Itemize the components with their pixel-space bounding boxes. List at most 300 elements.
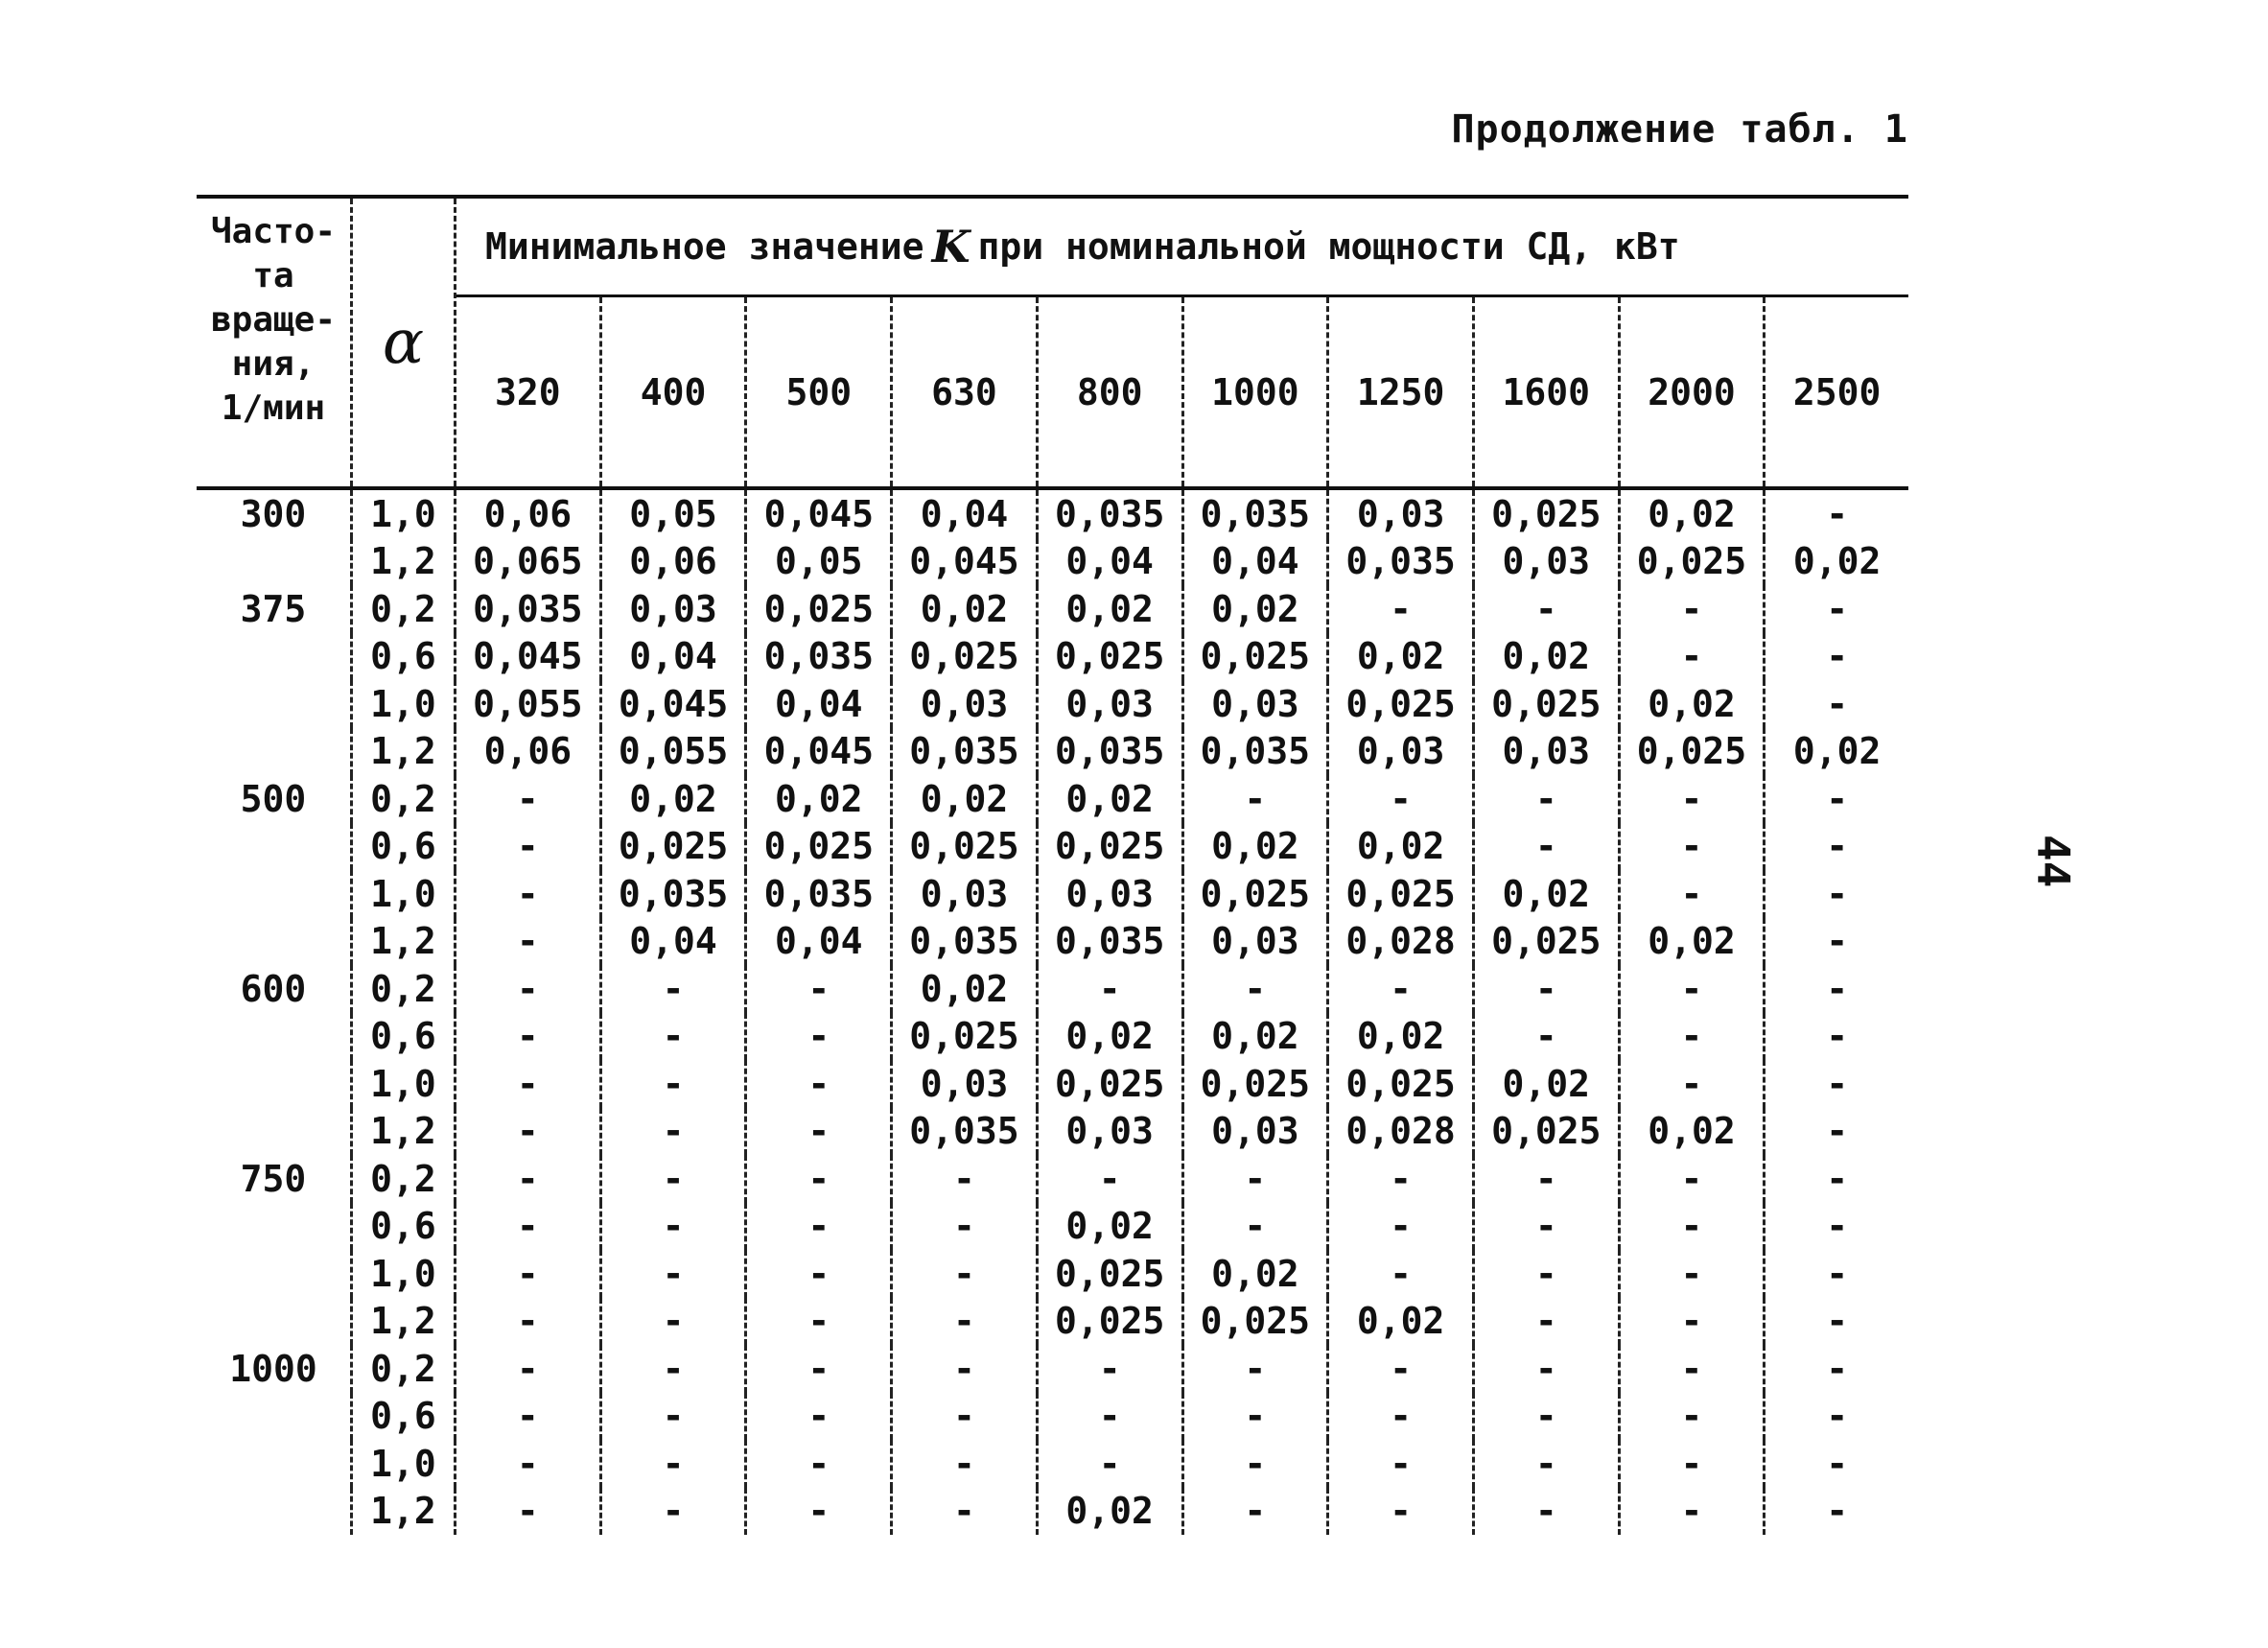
cell-value: -	[1326, 1155, 1472, 1203]
cell-value: 0,02	[1763, 728, 1908, 776]
cell-value: -	[1763, 918, 1908, 966]
cell-value: 0,03	[1036, 870, 1181, 918]
cell-value: -	[454, 1203, 599, 1251]
cell-alpha: 0,6	[350, 1203, 454, 1251]
cell-value: -	[744, 1440, 890, 1488]
table-row	[197, 1203, 1908, 1251]
cell-value: -	[454, 1345, 599, 1393]
table-continuation-label: Продолжение табл. 1	[1451, 107, 1908, 152]
table-row	[197, 538, 1908, 586]
table-row	[197, 633, 1908, 681]
cell-value: 0,02	[1472, 633, 1618, 681]
cell-alpha: 0,6	[350, 1393, 454, 1441]
cell-value: 0,02	[1181, 1013, 1327, 1061]
cell-value: -	[454, 965, 599, 1013]
cell-value: -	[1326, 585, 1472, 633]
cell-value: -	[1472, 965, 1618, 1013]
table-row	[197, 585, 1908, 633]
cell-value: -	[599, 1440, 745, 1488]
cell-value: 0,02	[1618, 1108, 1764, 1156]
cell-frequency	[197, 1440, 350, 1488]
cell-value: -	[890, 1298, 1036, 1346]
cell-value: 0,025	[1472, 490, 1618, 538]
cell-value: -	[1472, 585, 1618, 633]
cell-value: 0,025	[744, 823, 890, 871]
cell-value: -	[454, 1060, 599, 1108]
cell-value: -	[1618, 823, 1764, 871]
cell-value: -	[1472, 1393, 1618, 1441]
cell-alpha: 1,2	[350, 1488, 454, 1536]
cell-value: -	[744, 1345, 890, 1393]
cell-alpha: 0,2	[350, 1155, 454, 1203]
cell-value: -	[454, 1488, 599, 1536]
cell-value: -	[890, 1488, 1036, 1536]
cell-value: -	[744, 1250, 890, 1298]
cell-value: -	[1472, 775, 1618, 823]
page-number: 44	[2027, 835, 2079, 888]
cell-value: -	[1181, 1393, 1327, 1441]
cell-value: 0,02	[1036, 585, 1181, 633]
cell-value: -	[744, 1155, 890, 1203]
cell-alpha: 0,2	[350, 585, 454, 633]
header-power-title	[456, 199, 1908, 294]
cell-value: 0,02	[1618, 490, 1764, 538]
cell-value: -	[1472, 1013, 1618, 1061]
table-row	[197, 918, 1908, 966]
cell-value: -	[454, 775, 599, 823]
cell-value: -	[890, 1155, 1036, 1203]
cell-alpha: 0,6	[350, 823, 454, 871]
cell-value: -	[1618, 1250, 1764, 1298]
cell-value: 0,04	[890, 490, 1036, 538]
cell-value: 0,05	[744, 538, 890, 586]
cell-value: 0,025	[744, 585, 890, 633]
cell-value: -	[1618, 1203, 1764, 1251]
cell-value: 0,02	[1036, 775, 1181, 823]
cell-value: -	[1472, 1440, 1618, 1488]
cell-value: 0,04	[1036, 538, 1181, 586]
cell-frequency	[197, 1060, 350, 1108]
cell-value: -	[1763, 1345, 1908, 1393]
header-power-column: 1600	[1472, 297, 1618, 486]
cell-frequency: 500	[240, 777, 307, 820]
cell-value: 0,05	[599, 490, 745, 538]
cell-value: -	[1181, 1440, 1327, 1488]
cell-value: -	[1763, 1155, 1908, 1203]
cell-value: -	[744, 1060, 890, 1108]
cell-value: -	[1763, 1060, 1908, 1108]
cell-alpha: 0,2	[350, 1345, 454, 1393]
cell-value: -	[1472, 1345, 1618, 1393]
table-row	[197, 823, 1908, 871]
cell-value: -	[1618, 585, 1764, 633]
cell-value: -	[1763, 680, 1908, 728]
cell-value: 0,065	[454, 538, 599, 586]
cell-value: 0,028	[1326, 918, 1472, 966]
header-power-group	[454, 199, 1908, 486]
cell-value: 0,035	[744, 633, 890, 681]
cell-value: -	[1763, 1488, 1908, 1536]
table-row	[197, 1393, 1908, 1441]
cell-frequency	[197, 633, 350, 681]
cell-value: 0,06	[454, 490, 599, 538]
cell-value: -	[454, 1155, 599, 1203]
table-row	[197, 775, 1908, 823]
cell-value: 0,045	[744, 490, 890, 538]
cell-value: 0,02	[1181, 1250, 1327, 1298]
cell-value: -	[454, 1108, 599, 1156]
cell-value: 0,04	[599, 633, 745, 681]
cell-value: 0,025	[1036, 1250, 1181, 1298]
cell-value: -	[744, 965, 890, 1013]
cell-value: 0,035	[890, 728, 1036, 776]
cell-value: -	[1036, 1393, 1181, 1441]
cell-alpha: 1,0	[350, 1250, 454, 1298]
cell-value: 0,035	[1181, 728, 1327, 776]
cell-value: -	[1763, 1013, 1908, 1061]
cell-value: 0,035	[1181, 490, 1327, 538]
cell-alpha: 1,0	[350, 870, 454, 918]
cell-alpha: 0,2	[350, 775, 454, 823]
cell-value: -	[1763, 1203, 1908, 1251]
table-row	[197, 1250, 1908, 1298]
table-body	[197, 490, 1908, 1535]
cell-value: 0,025	[1181, 633, 1327, 681]
cell-value: -	[1618, 1298, 1764, 1346]
cell-value: 0,035	[890, 1108, 1036, 1156]
cell-value: 0,025	[1472, 918, 1618, 966]
cell-value: -	[599, 1013, 745, 1061]
cell-value: 0,02	[890, 585, 1036, 633]
cell-value: 0,025	[1181, 870, 1327, 918]
cell-frequency	[197, 680, 350, 728]
header-power-column: 2500	[1763, 297, 1908, 486]
cell-value: 0,06	[454, 728, 599, 776]
cell-value: 0,03	[1181, 1108, 1327, 1156]
cell-value: -	[1326, 1393, 1472, 1441]
cell-value: 0,02	[1181, 585, 1327, 633]
cell-value: 0,045	[890, 538, 1036, 586]
cell-frequency: 1000	[229, 1347, 317, 1390]
cell-frequency: 750	[240, 1157, 307, 1200]
cell-value: -	[1763, 823, 1908, 871]
cell-value: 0,025	[1036, 823, 1181, 871]
cell-value: -	[1618, 870, 1764, 918]
cell-value: 0,025	[1036, 1060, 1181, 1108]
cell-frequency	[197, 918, 350, 966]
cell-alpha: 1,2	[350, 538, 454, 586]
cell-frequency: 375	[240, 587, 307, 630]
cell-value: 0,025	[1472, 680, 1618, 728]
cell-value: 0,03	[1326, 728, 1472, 776]
cell-value: -	[1036, 965, 1181, 1013]
cell-value: -	[1763, 1393, 1908, 1441]
table-row	[197, 1488, 1908, 1536]
cell-alpha: 0,2	[350, 965, 454, 1013]
cell-value: 0,02	[890, 775, 1036, 823]
cell-value: -	[744, 1298, 890, 1346]
cell-value: -	[890, 1250, 1036, 1298]
cell-value: 0,03	[890, 680, 1036, 728]
cell-value: 0,02	[1472, 1060, 1618, 1108]
cell-value: -	[1326, 965, 1472, 1013]
cell-value: 0,028	[1326, 1108, 1472, 1156]
cell-value: 0,03	[1036, 1108, 1181, 1156]
cell-value: -	[1618, 1060, 1764, 1108]
cell-value: -	[1326, 1203, 1472, 1251]
cell-value: 0,02	[1472, 870, 1618, 918]
header-power-column: 2000	[1618, 297, 1764, 486]
cell-value: -	[1181, 1345, 1327, 1393]
cell-value: 0,03	[1181, 680, 1327, 728]
cell-value: -	[744, 1013, 890, 1061]
cell-value: 0,02	[1036, 1488, 1181, 1536]
cell-value: 0,025	[599, 823, 745, 871]
cell-value: -	[1472, 1298, 1618, 1346]
cell-value: -	[599, 1155, 745, 1203]
cell-value: -	[454, 1250, 599, 1298]
table-row	[197, 728, 1908, 776]
cell-value: 0,035	[1036, 728, 1181, 776]
cell-value: 0,03	[599, 585, 745, 633]
cell-value: 0,02	[1618, 918, 1764, 966]
cell-value: -	[1326, 1345, 1472, 1393]
cell-value: -	[1326, 775, 1472, 823]
cell-frequency	[197, 1250, 350, 1298]
cell-value: 0,02	[1181, 823, 1327, 871]
cell-value: 0,025	[1326, 680, 1472, 728]
cell-value: 0,055	[454, 680, 599, 728]
cell-value: -	[1763, 1440, 1908, 1488]
cell-value: 0,025	[1181, 1298, 1327, 1346]
cell-value: -	[1618, 633, 1764, 681]
table-row	[197, 1298, 1908, 1346]
cell-frequency	[197, 1013, 350, 1061]
header-power-title-post: при номинальной мощности СД, кВт	[977, 225, 1680, 268]
header-power-column: 320	[495, 370, 561, 413]
cell-value: -	[599, 1298, 745, 1346]
cell-value: -	[454, 1440, 599, 1488]
table-row	[197, 1440, 1908, 1488]
cell-value: 0,03	[1472, 538, 1618, 586]
cell-value: 0,03	[890, 1060, 1036, 1108]
cell-value: -	[890, 1440, 1036, 1488]
data-table	[197, 195, 1908, 1535]
cell-value: -	[1472, 1488, 1618, 1536]
cell-alpha: 1,0	[350, 490, 454, 538]
cell-value: 0,06	[599, 538, 745, 586]
header-power-column: 1250	[1326, 297, 1472, 486]
cell-value: -	[1618, 1488, 1764, 1536]
cell-frequency	[197, 870, 350, 918]
cell-value: 0,02	[599, 775, 745, 823]
cell-value: -	[1763, 870, 1908, 918]
cell-alpha: 1,2	[350, 918, 454, 966]
header-frequency: Часто- та враще- ния, 1/мин	[210, 212, 337, 428]
cell-alpha: 1,0	[350, 1440, 454, 1488]
cell-value: -	[1326, 1488, 1472, 1536]
cell-value: -	[454, 1393, 599, 1441]
cell-value: 0,055	[599, 728, 745, 776]
cell-value: -	[1181, 965, 1327, 1013]
cell-value: -	[890, 1393, 1036, 1441]
cell-value: -	[1326, 1250, 1472, 1298]
cell-frequency	[197, 1488, 350, 1536]
cell-value: 0,03	[890, 870, 1036, 918]
cell-value: -	[1036, 1345, 1181, 1393]
cell-value: 0,02	[1036, 1013, 1181, 1061]
table-row	[197, 1155, 1908, 1203]
cell-value: -	[1763, 585, 1908, 633]
cell-frequency	[197, 1203, 350, 1251]
cell-value: -	[1181, 1203, 1327, 1251]
cell-value: -	[744, 1108, 890, 1156]
cell-value: 0,04	[599, 918, 745, 966]
cell-value: 0,035	[1326, 538, 1472, 586]
cell-value: 0,02	[1326, 823, 1472, 871]
table-row	[197, 490, 1908, 538]
cell-value: -	[599, 1345, 745, 1393]
cell-value: 0,035	[1036, 490, 1181, 538]
table-header	[197, 199, 1908, 486]
cell-value: -	[1763, 490, 1908, 538]
cell-value: 0,035	[744, 870, 890, 918]
header-power-column: 800	[1036, 297, 1181, 486]
cell-value: 0,025	[1472, 1108, 1618, 1156]
cell-value: -	[1763, 1108, 1908, 1156]
cell-alpha: 1,2	[350, 1108, 454, 1156]
header-power-title-pre: Минимальное значение	[485, 225, 924, 268]
cell-alpha: 1,0	[350, 1060, 454, 1108]
cell-value: -	[454, 1298, 599, 1346]
table-row	[197, 965, 1908, 1013]
cell-value: 0,02	[1326, 1298, 1472, 1346]
header-power-column: 500	[744, 297, 890, 486]
cell-frequency: 600	[240, 967, 307, 1010]
cell-value: -	[599, 1203, 745, 1251]
header-power-column: 630	[890, 297, 1036, 486]
header-power-columns	[456, 294, 1908, 486]
table-row	[197, 680, 1908, 728]
cell-value: -	[1618, 1345, 1764, 1393]
cell-value: -	[1618, 1155, 1764, 1203]
table-row	[197, 1013, 1908, 1061]
cell-value: -	[1618, 1440, 1764, 1488]
cell-frequency	[197, 823, 350, 871]
cell-value: -	[1618, 775, 1764, 823]
cell-value: -	[1763, 633, 1908, 681]
cell-value: -	[1472, 1155, 1618, 1203]
cell-value: -	[1618, 1013, 1764, 1061]
cell-value: 0,025	[1618, 538, 1764, 586]
cell-alpha: 0,6	[350, 1013, 454, 1061]
header-power-symbol: K	[931, 221, 970, 272]
cell-frequency: 300	[240, 492, 307, 535]
cell-value: -	[1472, 823, 1618, 871]
cell-value: 0,025	[1181, 1060, 1327, 1108]
header-alpha: α	[350, 199, 454, 486]
cell-value: 0,03	[1036, 680, 1181, 728]
cell-value: 0,02	[744, 775, 890, 823]
cell-value: -	[1036, 1155, 1181, 1203]
cell-value: -	[744, 1488, 890, 1536]
cell-value: -	[744, 1203, 890, 1251]
cell-frequency	[197, 1298, 350, 1346]
cell-value: 0,025	[1618, 728, 1764, 776]
table-row	[197, 1345, 1908, 1393]
cell-value: 0,035	[890, 918, 1036, 966]
cell-value: -	[1036, 1440, 1181, 1488]
cell-value: 0,03	[1181, 918, 1327, 966]
cell-alpha: 1,2	[350, 1298, 454, 1346]
cell-value: -	[890, 1345, 1036, 1393]
cell-value: 0,025	[890, 1013, 1036, 1061]
cell-value: -	[1618, 1393, 1764, 1441]
cell-value: -	[744, 1393, 890, 1441]
cell-alpha: 1,0	[350, 680, 454, 728]
cell-value: -	[1472, 1250, 1618, 1298]
cell-value: -	[890, 1203, 1036, 1251]
cell-value: 0,035	[1036, 918, 1181, 966]
cell-value: -	[1763, 775, 1908, 823]
cell-value: -	[1763, 965, 1908, 1013]
cell-value: 0,02	[890, 965, 1036, 1013]
cell-frequency	[197, 1393, 350, 1441]
cell-value: -	[1763, 1250, 1908, 1298]
cell-value: -	[599, 1488, 745, 1536]
cell-frequency	[197, 728, 350, 776]
cell-value: -	[599, 1108, 745, 1156]
cell-value: -	[454, 918, 599, 966]
cell-value: 0,025	[1326, 1060, 1472, 1108]
cell-value: -	[1181, 775, 1327, 823]
cell-value: 0,04	[1181, 538, 1327, 586]
cell-value: -	[599, 965, 745, 1013]
cell-alpha: 1,2	[350, 728, 454, 776]
cell-value: -	[1326, 1440, 1472, 1488]
cell-value: -	[454, 870, 599, 918]
cell-value: 0,045	[599, 680, 745, 728]
cell-frequency	[197, 538, 350, 586]
cell-value: 0,025	[1326, 870, 1472, 918]
cell-value: 0,02	[1618, 680, 1764, 728]
cell-value: 0,025	[890, 823, 1036, 871]
cell-value: -	[1472, 1203, 1618, 1251]
cell-value: 0,04	[744, 680, 890, 728]
cell-value: 0,02	[1036, 1203, 1181, 1251]
cell-value: 0,02	[1763, 538, 1908, 586]
cell-value: 0,025	[890, 633, 1036, 681]
cell-value: 0,045	[454, 633, 599, 681]
cell-value: -	[1618, 965, 1764, 1013]
cell-value: -	[1181, 1488, 1327, 1536]
cell-value: -	[1763, 1298, 1908, 1346]
cell-value: 0,02	[1326, 1013, 1472, 1061]
cell-frequency	[197, 1108, 350, 1156]
cell-value: -	[454, 823, 599, 871]
cell-value: 0,02	[1326, 633, 1472, 681]
cell-value: -	[599, 1393, 745, 1441]
cell-value: 0,025	[1036, 1298, 1181, 1346]
cell-value: 0,03	[1326, 490, 1472, 538]
cell-value: -	[599, 1060, 745, 1108]
table-row	[197, 870, 1908, 918]
header-power-column: 1000	[1181, 297, 1327, 486]
table-row	[197, 1060, 1908, 1108]
cell-alpha: 0,6	[350, 633, 454, 681]
cell-value: -	[454, 1013, 599, 1061]
cell-value: 0,03	[1472, 728, 1618, 776]
